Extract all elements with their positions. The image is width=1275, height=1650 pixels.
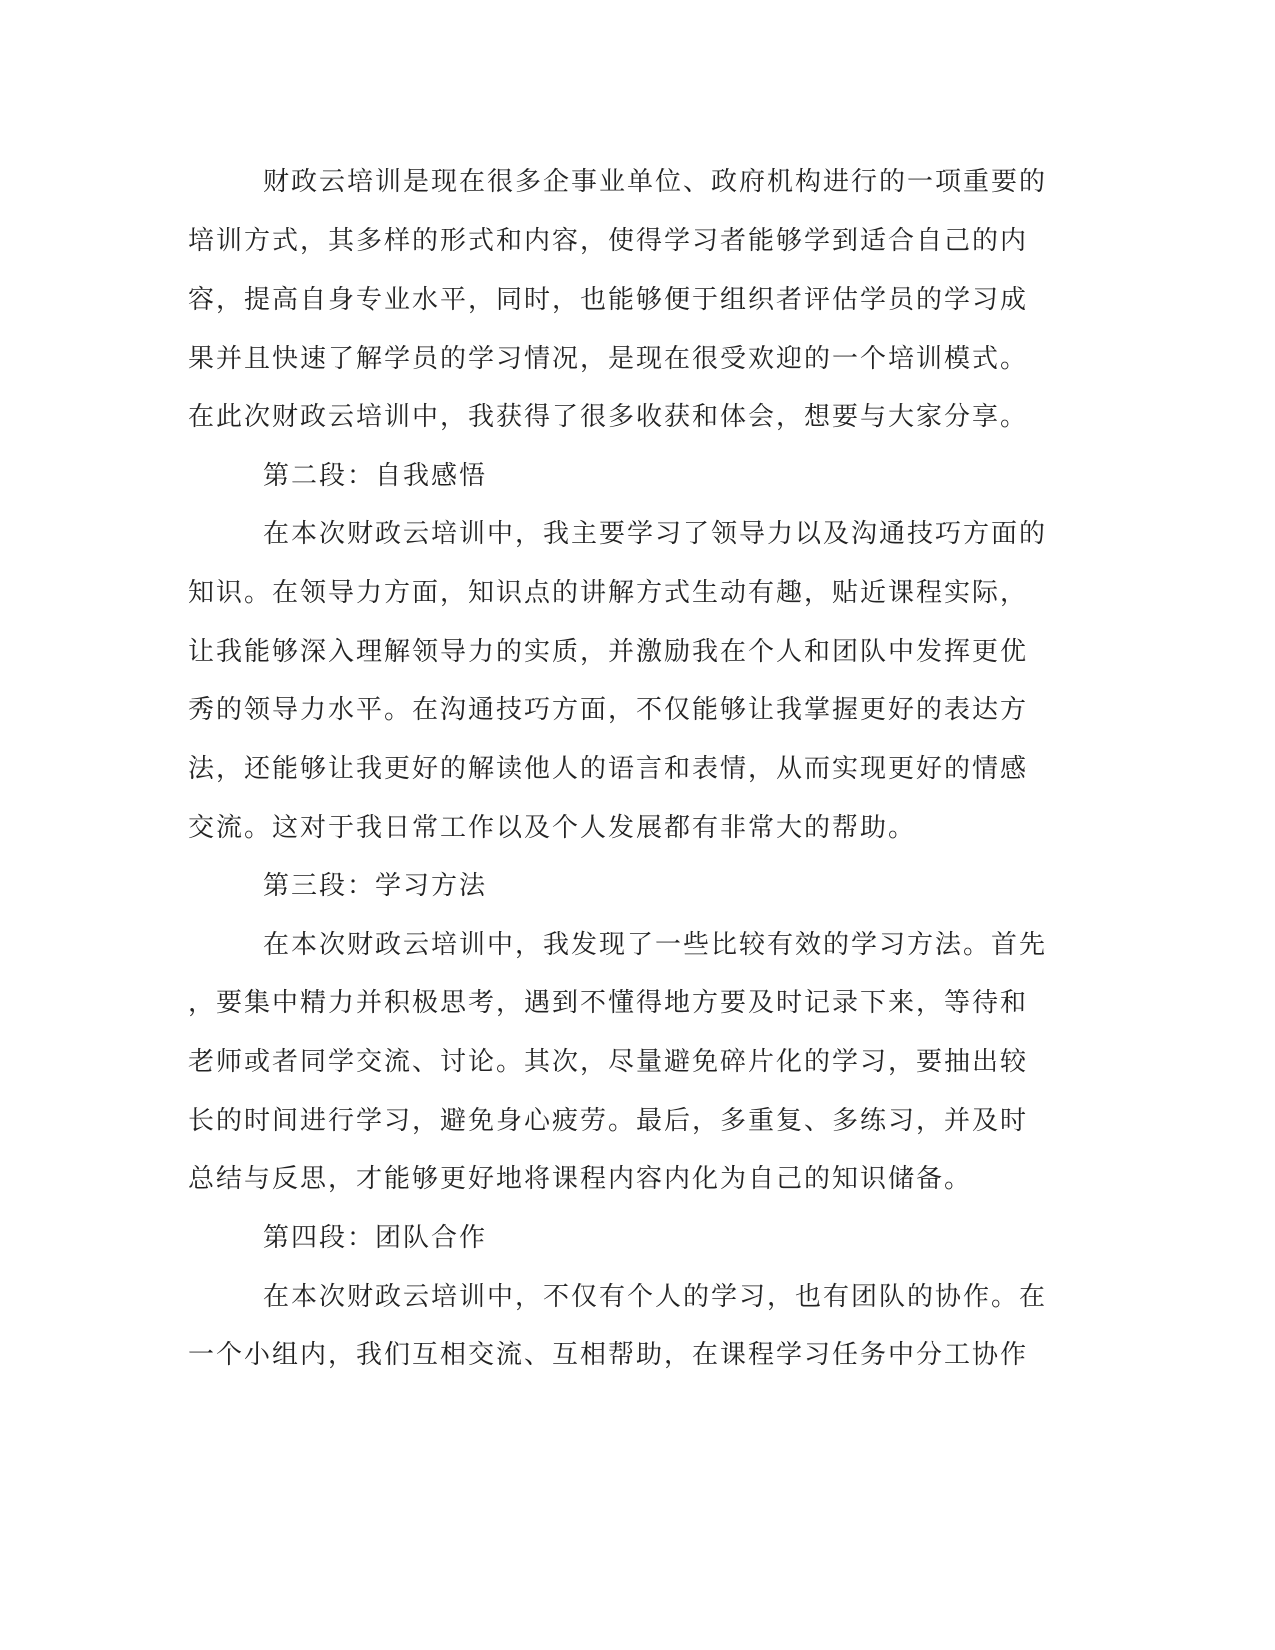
paragraph-1-line-5: 在此次财政云培训中，我获得了很多收获和体会，想要与大家分享。 bbox=[188, 402, 1029, 432]
section-heading-2: 第二段：自我感悟 bbox=[263, 461, 488, 491]
paragraph-3-line-1: 在本次财政云培训中，我发现了一些比较有效的学习方法。首先 bbox=[263, 930, 1048, 960]
paragraph-3-line-5: 总结与反思，才能够更好地将课程内容内化为自己的知识储备。 bbox=[188, 1164, 973, 1194]
paragraph-1-line-4: 果并且快速了解学员的学习情况，是现在很受欢迎的一个培训模式。 bbox=[188, 344, 1029, 374]
paragraph-1-line-2: 培训方式，其多样的形式和内容，使得学习者能够学到适合自己的内 bbox=[188, 226, 1029, 256]
paragraph-2-line-2: 知识。在领导力方面，知识点的讲解方式生动有趣，贴近课程实际， bbox=[188, 578, 1029, 608]
paragraph-3-line-3: 老师或者同学交流、讨论。其次，尽量避免碎片化的学习，要抽出较 bbox=[188, 1047, 1029, 1077]
section-heading-3: 第三段：学习方法 bbox=[263, 871, 488, 901]
paragraph-3-line-4: 长的时间进行学习，避免身心疲劳。最后，多重复、多练习，并及时 bbox=[188, 1106, 1029, 1136]
paragraph-4-line-1: 在本次财政云培训中，不仅有个人的学习，也有团队的协作。在 bbox=[263, 1282, 1048, 1312]
paragraph-4-line-2: 一个小组内，我们互相交流、互相帮助，在课程学习任务中分工协作 bbox=[188, 1340, 1029, 1370]
paragraph-2-line-3: 让我能够深入理解领导力的实质，并激励我在个人和团队中发挥更优 bbox=[188, 637, 1029, 667]
paragraph-2-line-1: 在本次财政云培训中，我主要学习了领导力以及沟通技巧方面的 bbox=[263, 519, 1048, 549]
paragraph-2-line-4: 秀的领导力水平。在沟通技巧方面，不仅能够让我掌握更好的表达方 bbox=[188, 695, 1029, 725]
section-heading-4: 第四段：团队合作 bbox=[263, 1223, 488, 1253]
paragraph-1-line-1: 财政云培训是现在很多企事业单位、政府机构进行的一项重要的 bbox=[263, 167, 1048, 197]
paragraph-3-line-2: ，要集中精力并积极思考，遇到不懂得地方要及时记录下来，等待和 bbox=[188, 988, 1029, 1018]
paragraph-2-line-5: 法，还能够让我更好的解读他人的语言和表情，从而实现更好的情感 bbox=[188, 754, 1029, 784]
paragraph-1-line-3: 容，提高自身专业水平，同时，也能够便于组织者评估学员的学习成 bbox=[188, 285, 1029, 315]
paragraph-2-line-6: 交流。这对于我日常工作以及个人发展都有非常大的帮助。 bbox=[188, 813, 917, 843]
